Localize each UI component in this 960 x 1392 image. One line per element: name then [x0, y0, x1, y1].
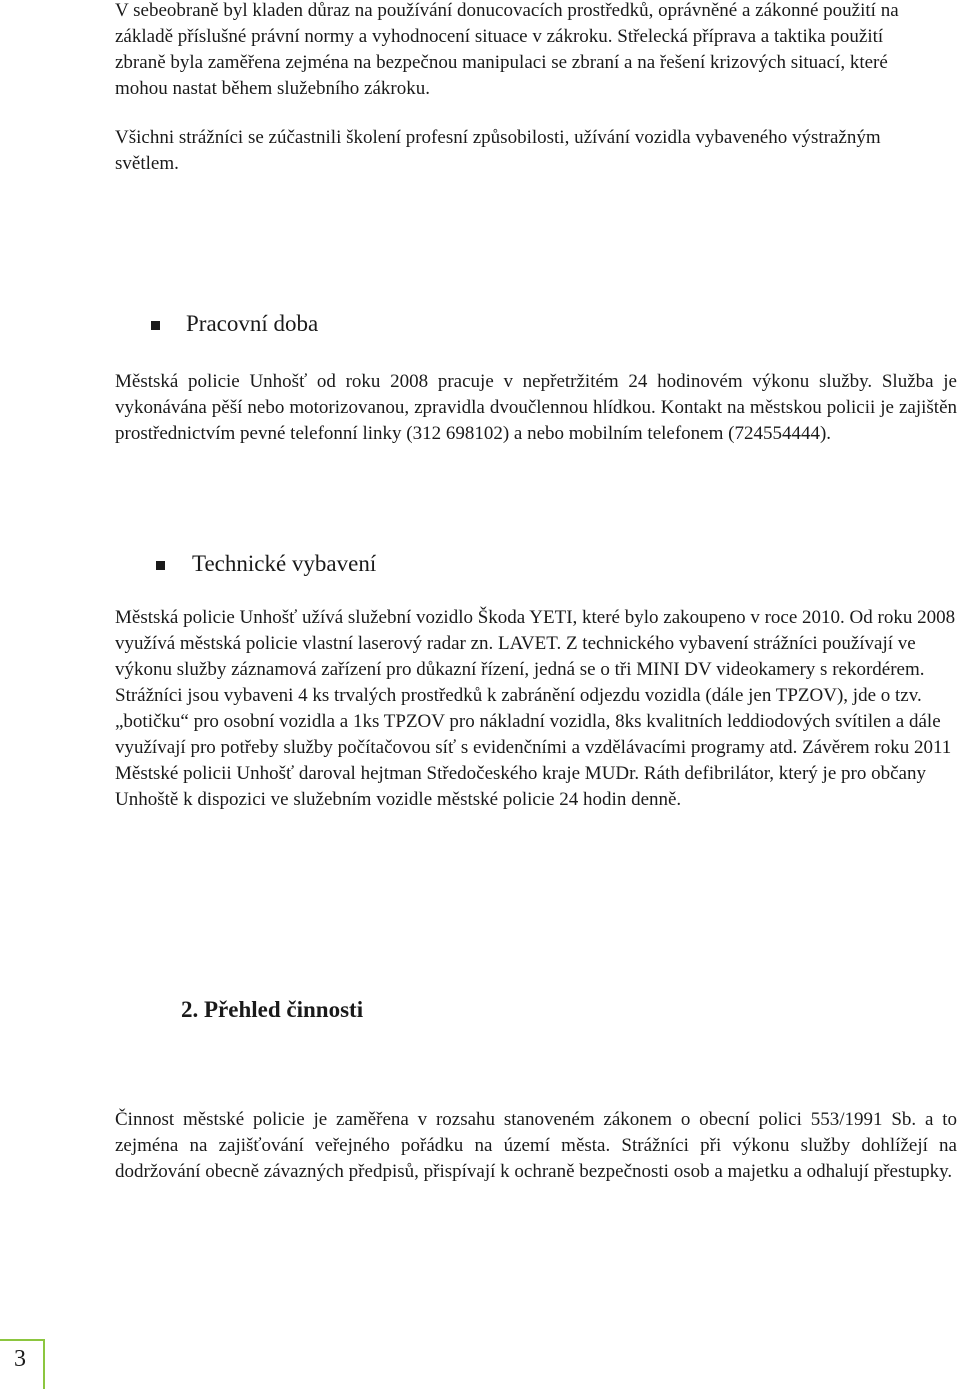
footer-rule-horizontal [0, 1339, 44, 1341]
heading-working-hours: Pracovní doba [186, 311, 319, 336]
paragraph-training: V sebeobraně byl kladen důraz na používání donucovacích prostředků, oprávněné a zákonné použití na základě příslušné právní normy a vyhodnocení situace v zákroku. Střelecká příprava a taktika použití zbraně byla zaměřena zejména na bezpečnou manipulaci se zbraní a na řešení krizových situací, které mohou nastat během služebního zákroku. [115, 0, 899, 99]
square-bullet-icon [151, 321, 160, 330]
paragraph-all-guards: Všichni strážníci se zúčastnili školení profesní způsobilosti, užívání vozidla vybaveného výstražným světlem. [115, 127, 881, 174]
square-bullet-icon [156, 561, 165, 570]
footer-rule-vertical [43, 1339, 45, 1389]
heading-activity-overview: 2. Přehled činnosti [181, 997, 364, 1022]
paragraph-activity-overview: Činnost městské policie je zaměřena v rozsahu stanoveném zákonem o obecní polici 553/1991 Sb. a to zejména na zajišťování veřejného pořádku na území města. Strážníci při výkonu služby dohlížejí na dodržování obecně závazných předpisů, přispívají k ochraně bezpečnosti osob a majetku a odhalují přestupky. [115, 1109, 957, 1182]
paragraph-working-hours: Městská policie Unhošť od roku 2008 pracuje v nepřetržitém 24 hodinovém výkonu služby. Služba je vykonávána pěší nebo motorizovanou, zpravidla dvoučlennou hlídkou. Kontakt na městskou policii je zajištěn prostřednictvím pevné telefonní linky (312 698102) a nebo mobilním telefonem (724554444). [115, 371, 957, 444]
paragraph-technical-equipment: Městská policie Unhošť užívá služební vozidlo Škoda YETI, které bylo zakoupeno v roce 2010. Od roku 2008 využívá městská policie vlastní laserový radar zn. LAVET. Z technického vybavení strážníci používají ve výkonu služby záznamová zařízení pro důkazní řízení, jedná se o tři MINI DV videokamery s rekordérem. Strážníci jsou vybaveni 4 ks trvalých prostředků k zabránění odjezdu vozidla (dále jen TPZOV), jde o tzv. „botičku“ pro osobní vozidla a 1ks TPZOV pro nákladní vozidla, 8ks kvalitních leddiodových svítilen a dále využívají pro potřeby služby počítačovou síť s evidenčními a vzdělávacími programy atd. Závěrem roku 2011 Městské policii Unhošť daroval hejtman Středočeského kraje MUDr. Ráth defibrilátor, který je pro občany Unhoště k dispozici ve služebním vozidle městské policie 24 hodin denně. [115, 607, 956, 810]
heading-technical-equipment: Technické vybavení [192, 551, 377, 576]
page-number: 3 [14, 1346, 26, 1372]
